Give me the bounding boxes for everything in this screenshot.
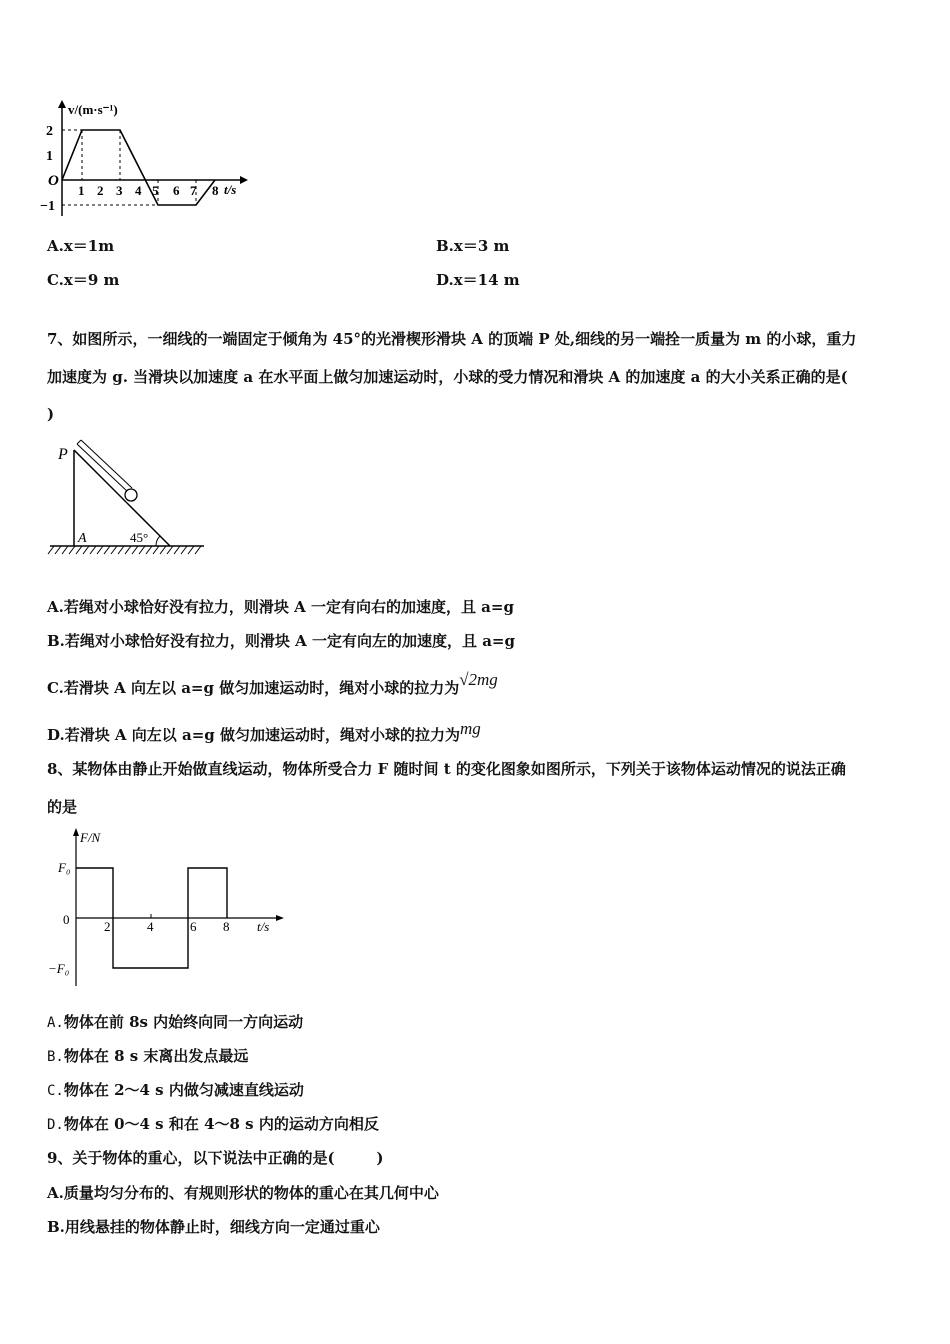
y-tick-1: 1 — [46, 149, 53, 164]
q7-option-c-text: C.若滑块 A 向左以 a=g 做匀加速运动时，绳对小球的拉力为 — [47, 679, 460, 697]
q8-option-d-text: 物体在 0～4 s 和在 4～8 s 内的运动方向相反 — [63, 1115, 379, 1133]
x-tick-6: 6 — [190, 919, 197, 934]
x-tick-8: 8 — [223, 919, 230, 934]
q8-option-b-text: 物体在 8 s 末离出发点最远 — [63, 1047, 249, 1065]
x-tick-7: 7 — [190, 183, 197, 198]
q6-option-d[interactable]: D.x＝14 m — [436, 271, 520, 289]
q7-stem-line-3: ) — [47, 405, 55, 423]
x-tick-2: 2 — [104, 919, 111, 934]
force-time-graph — [44, 826, 289, 991]
x-tick-1: 1 — [78, 183, 85, 198]
x-tick-5: 5 — [152, 183, 159, 198]
q7-option-c[interactable] — [47, 670, 498, 698]
y-tick-f0: F₀ — [58, 860, 71, 875]
v-axis-label: v/(m·s⁻¹) — [68, 102, 118, 117]
wedge-figure — [44, 432, 214, 562]
q7-option-d-text: D.若滑块 A 向左以 a=g 做匀加速运动时，绳对小球的拉力为 — [47, 726, 461, 744]
q8-option-b-label: B. — [47, 1049, 64, 1065]
q9-option-b[interactable]: B.用线悬挂的物体静止时，细线方向一定通过重心 — [47, 1218, 380, 1236]
q8-option-d[interactable] — [47, 1114, 379, 1135]
x-tick-6: 6 — [173, 183, 180, 198]
q7-option-d[interactable] — [47, 719, 481, 745]
x-tick-4: 4 — [147, 919, 154, 934]
x-tick-3: 3 — [116, 183, 123, 198]
t-axis-label: t/s — [224, 182, 237, 197]
q6-option-b[interactable]: B.x＝3 m — [436, 237, 510, 255]
t-axis-label: t/s — [257, 919, 270, 934]
y-tick-2: 2 — [46, 124, 53, 139]
q8-option-c-text: 物体在 2～4 s 内做匀减速直线运动 — [63, 1081, 304, 1099]
q8-option-d-label: D. — [47, 1117, 64, 1133]
f-axis-label: F/N — [80, 830, 101, 845]
q7-option-c-math: √2mg — [459, 670, 498, 689]
x-tick-2: 2 — [97, 183, 104, 198]
q8-option-a-text: 物体在前 8s 内始终向同一方向运动 — [63, 1013, 304, 1031]
label-p: P — [58, 446, 68, 463]
q9-option-a[interactable]: A.质量均匀分布的、有规则形状的物体的重心在其几何中心 — [47, 1184, 439, 1202]
origin-label: O — [48, 173, 59, 189]
q7-option-a[interactable]: A.若绳对小球恰好没有拉力，则滑块 A 一定有向右的加速度，且 a=g — [47, 598, 514, 616]
angle-label: 45° — [130, 530, 149, 545]
velocity-time-graph — [40, 98, 250, 220]
y-tick-zero: 0 — [63, 912, 70, 927]
y-tick-neg1: −1 — [40, 199, 55, 214]
q8-option-c[interactable] — [47, 1080, 304, 1101]
q8-option-b[interactable] — [47, 1046, 248, 1067]
q7-stem-line-2: 加速度为 g. 当滑块以加速度 a 在水平面上做匀加速运动时，小球的受力情况和滑块 A 的加速度 a 的大小关系正确的是( — [47, 368, 848, 386]
x-tick-8: 8 — [212, 183, 219, 198]
q9-stem: 9、关于物体的重心，以下说法中正确的是( ) — [47, 1149, 384, 1167]
label-a: A — [78, 531, 87, 546]
q8-option-a[interactable] — [47, 1012, 303, 1033]
q7-option-b[interactable]: B.若绳对小球恰好没有拉力，则滑块 A 一定有向左的加速度，且 a=g — [47, 632, 515, 650]
q7-option-d-math: mg — [460, 719, 481, 738]
q6-option-a[interactable]: A.x＝1m — [47, 237, 115, 255]
q8-stem-line-1: 8、某物体由静止开始做直线运动，物体所受合力 F 随时间 t 的变化图象如图所示，下列关于该物体运动情况的说法正确 — [47, 760, 846, 778]
q7-stem-line-1: 7、如图所示，一细线的一端固定于倾角为 45°的光滑楔形滑块 A 的顶端 P 处,细线的另一端拴一质量为 m 的小球，重力 — [47, 330, 857, 348]
y-tick-neg-f0: −F₀ — [48, 961, 70, 976]
q8-stem-line-2: 的是 — [47, 798, 78, 816]
q8-option-c-label: C. — [47, 1083, 64, 1099]
q8-option-a-label: A. — [47, 1015, 64, 1031]
q6-option-c[interactable]: C.x＝9 m — [47, 271, 120, 289]
x-tick-4: 4 — [135, 183, 142, 198]
